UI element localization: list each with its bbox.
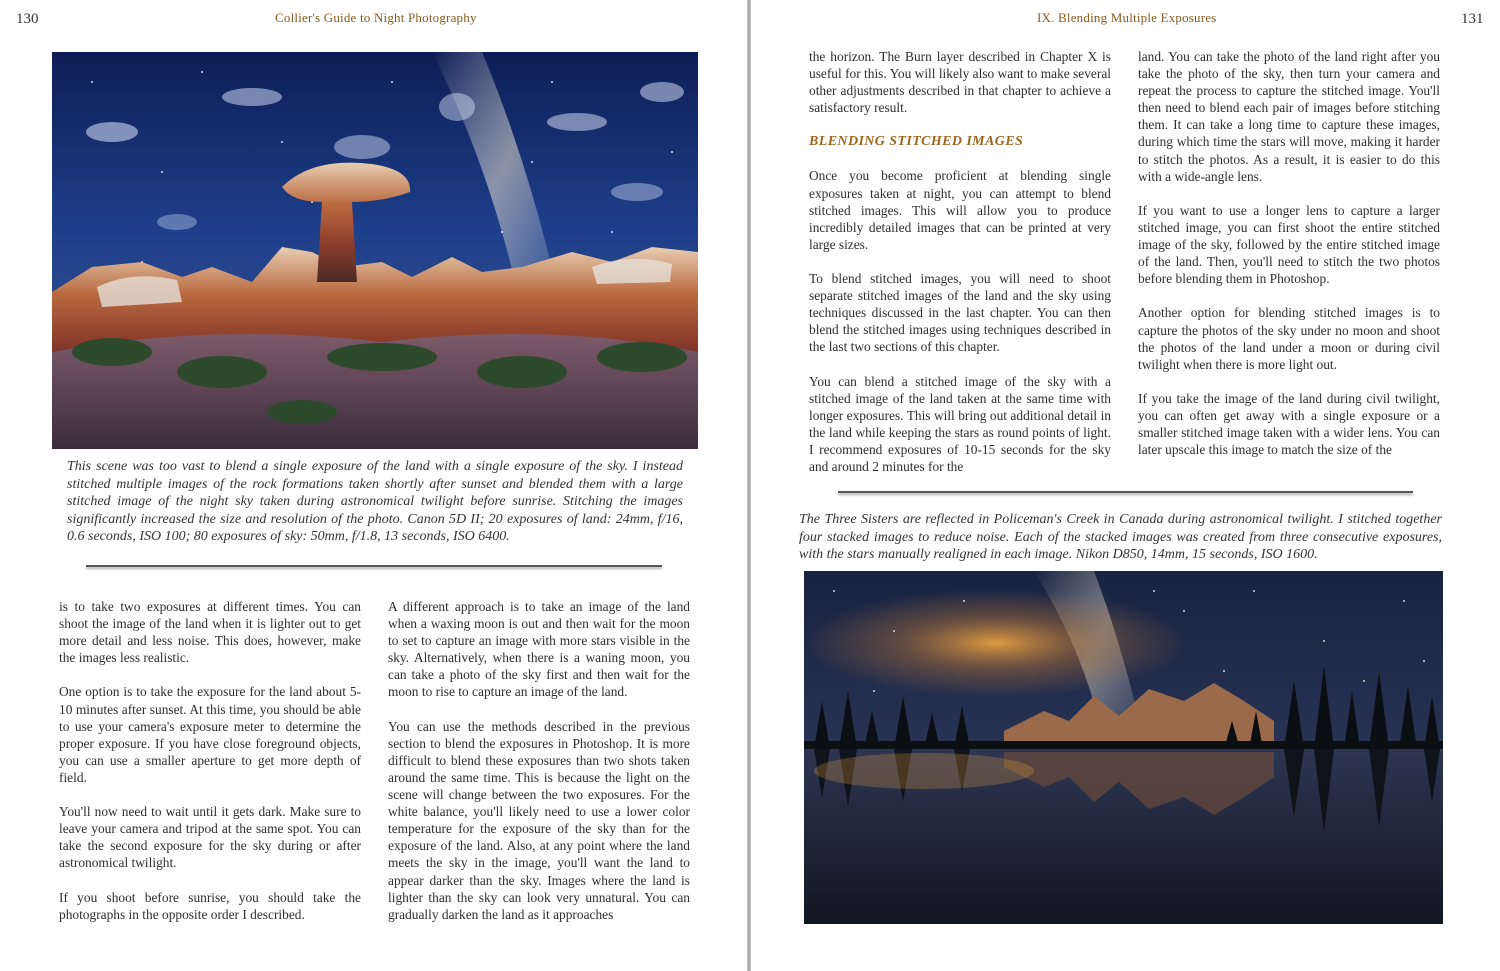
right-text-column-1 [809,48,1111,475]
running-head: Collier's Guide to Night Photography [275,10,477,25]
paragraph: A different approach is to take an image of the land when a waxing moon is out and then wait for the moon to set to capture an image with more stars visible in the sky. Alternatively, when there is a waning moon, you can take a photo of the sky first and then wait for the moon to rise to capture an image of the land. [388,599,690,700]
page-number: 130 [16,11,39,27]
paragraph: Another option for blending stitched images is to capture the photos of the sky under no moon and shoot the photos of the land under a moon or during civil twilight when there is more light out. [1138,305,1440,372]
caption-divider [86,565,662,567]
photo-caption: This scene was too vast to blend a single exposure of the land with a single exposure of the sky. I instead stitched multiple images of the rock formations taken shortly after sunset and blended them with a large stitched image of the night sky taken during astronomical twilight before sunrise. Stitching the images significantly increased the size and resolution of the photo. Canon 5D II; 20 exposures of land: 24mm, f/16, 0.6 seconds, ISO 100; 80 exposures of sky: 50mm, f/1.8, 13 seconds, ISO 6400. [67,459,683,545]
paragraph: If you take the image of the land during civil twilight, you can often get away with a single exposure or a smaller stitched image taken with a wider lens. You can later upscale this image to match the size of the [1138,390,1440,458]
paragraph: the horizon. The Burn layer described in Chapter X is useful for this. You will likely also want to make several other adjustments described in that chapter to achieve a satisfactory result. [809,49,1111,116]
photo-caption: The Three Sisters are reflected in Policeman's Creek in Canada during astronomical twilight. I stitched together four stacked images to reduce noise. Each of the stacked images was created from three consecutive exposures, with the stars manually realigned in each image. Nikon D850, 14mm, 15 seconds, ISO 1600. [799,512,1442,563]
paragraph: land. You can take the photo of the land right after you take the photo of the sky, then turn your camera and repeat the process to capture the stitched image. You'll then need to blend each pair of images before stitching them. It can take a long time to capture these images, during which time the stars will move, making it harder to stitch the photos. As a result, it is easier to do this with a wide-angle lens. [1138,49,1440,184]
left-text-column-1 [59,598,361,923]
paragraph: To blend stitched images, you will need to shoot separate stitched images of the land and the sky using techniques discussed in the last chapter. You can then blend the stitched images using techniques described in the last two sections of this chapter. [809,271,1111,355]
three-sisters-reflection-photo [804,571,1443,924]
running-head: IX. Blending Multiple Exposures [1037,10,1217,25]
paragraph: You can blend a stitched image of the sky with a stitched image of the land taken at the same time with longer exposures. This will bring out additional detail in the land while keeping the stars as round points of light. I recommend exposures of 10-15 seconds for the sky and around 2 minutes for the [809,373,1111,475]
right-page [751,0,1500,971]
caption-divider [838,491,1413,493]
paragraph: If you shoot before sunrise, you should take the photographs in the opposite order I described. [59,889,361,922]
paragraph: If you want to use a longer lens to capture a larger stitched image, you can first shoot the entire stitched image of the sky, followed by the entire stitched image of the land. Then, you'll need to stitch the two photos before blending them in Photoshop. [1138,202,1440,287]
paragraph: One option is to take the exposure for the land about 5-10 minutes after sunset. At this time, you should be able to use your camera's exposure meter to determine the proper exposure. If you have close foreground objects, you can use a smaller aperture to get more depth of field. [59,684,361,785]
page-number: 131 [1461,11,1484,27]
left-text-column-2 [388,598,690,923]
left-page [0,0,748,971]
hoodoo-milky-way-photo [52,52,698,449]
right-text-column-2 [1138,48,1440,458]
paragraph: is to take two exposures at different times. You can shoot the image of the land when it is lighter out to get more detail and less noise. This does, however, make the images less realistic. [59,599,361,666]
paragraph: You'll now need to wait until it gets dark. Make sure to leave your camera and tripod at the same spot. You can take the second exposure for the sky during or after astronomical twilight. [59,804,361,871]
section-heading: BLENDING STITCHED IMAGES [809,134,1024,150]
paragraph: Once you become proficient at blending single exposures taken at night, you can attempt to blend stitched images. This will allow you to produce incredibly detailed images that can be printed at very large sizes. [809,168,1111,252]
paragraph: You can use the methods described in the previous section to blend the exposures in Photoshop. It is more difficult to blend these exposures than two shots taken around the same time. This is because the light on the scene will change between the two exposures. For the white balance, you'll likely need to use a lower color temperature for the exposure of the sky than for the exposure of the land. Also, at any point where the land meets the sky in the image, you'll want the land to appear darker than the sky. Images where the land is lighter than the sky can look very unnatural. You can gradually darken the land as it approaches [388,718,690,922]
